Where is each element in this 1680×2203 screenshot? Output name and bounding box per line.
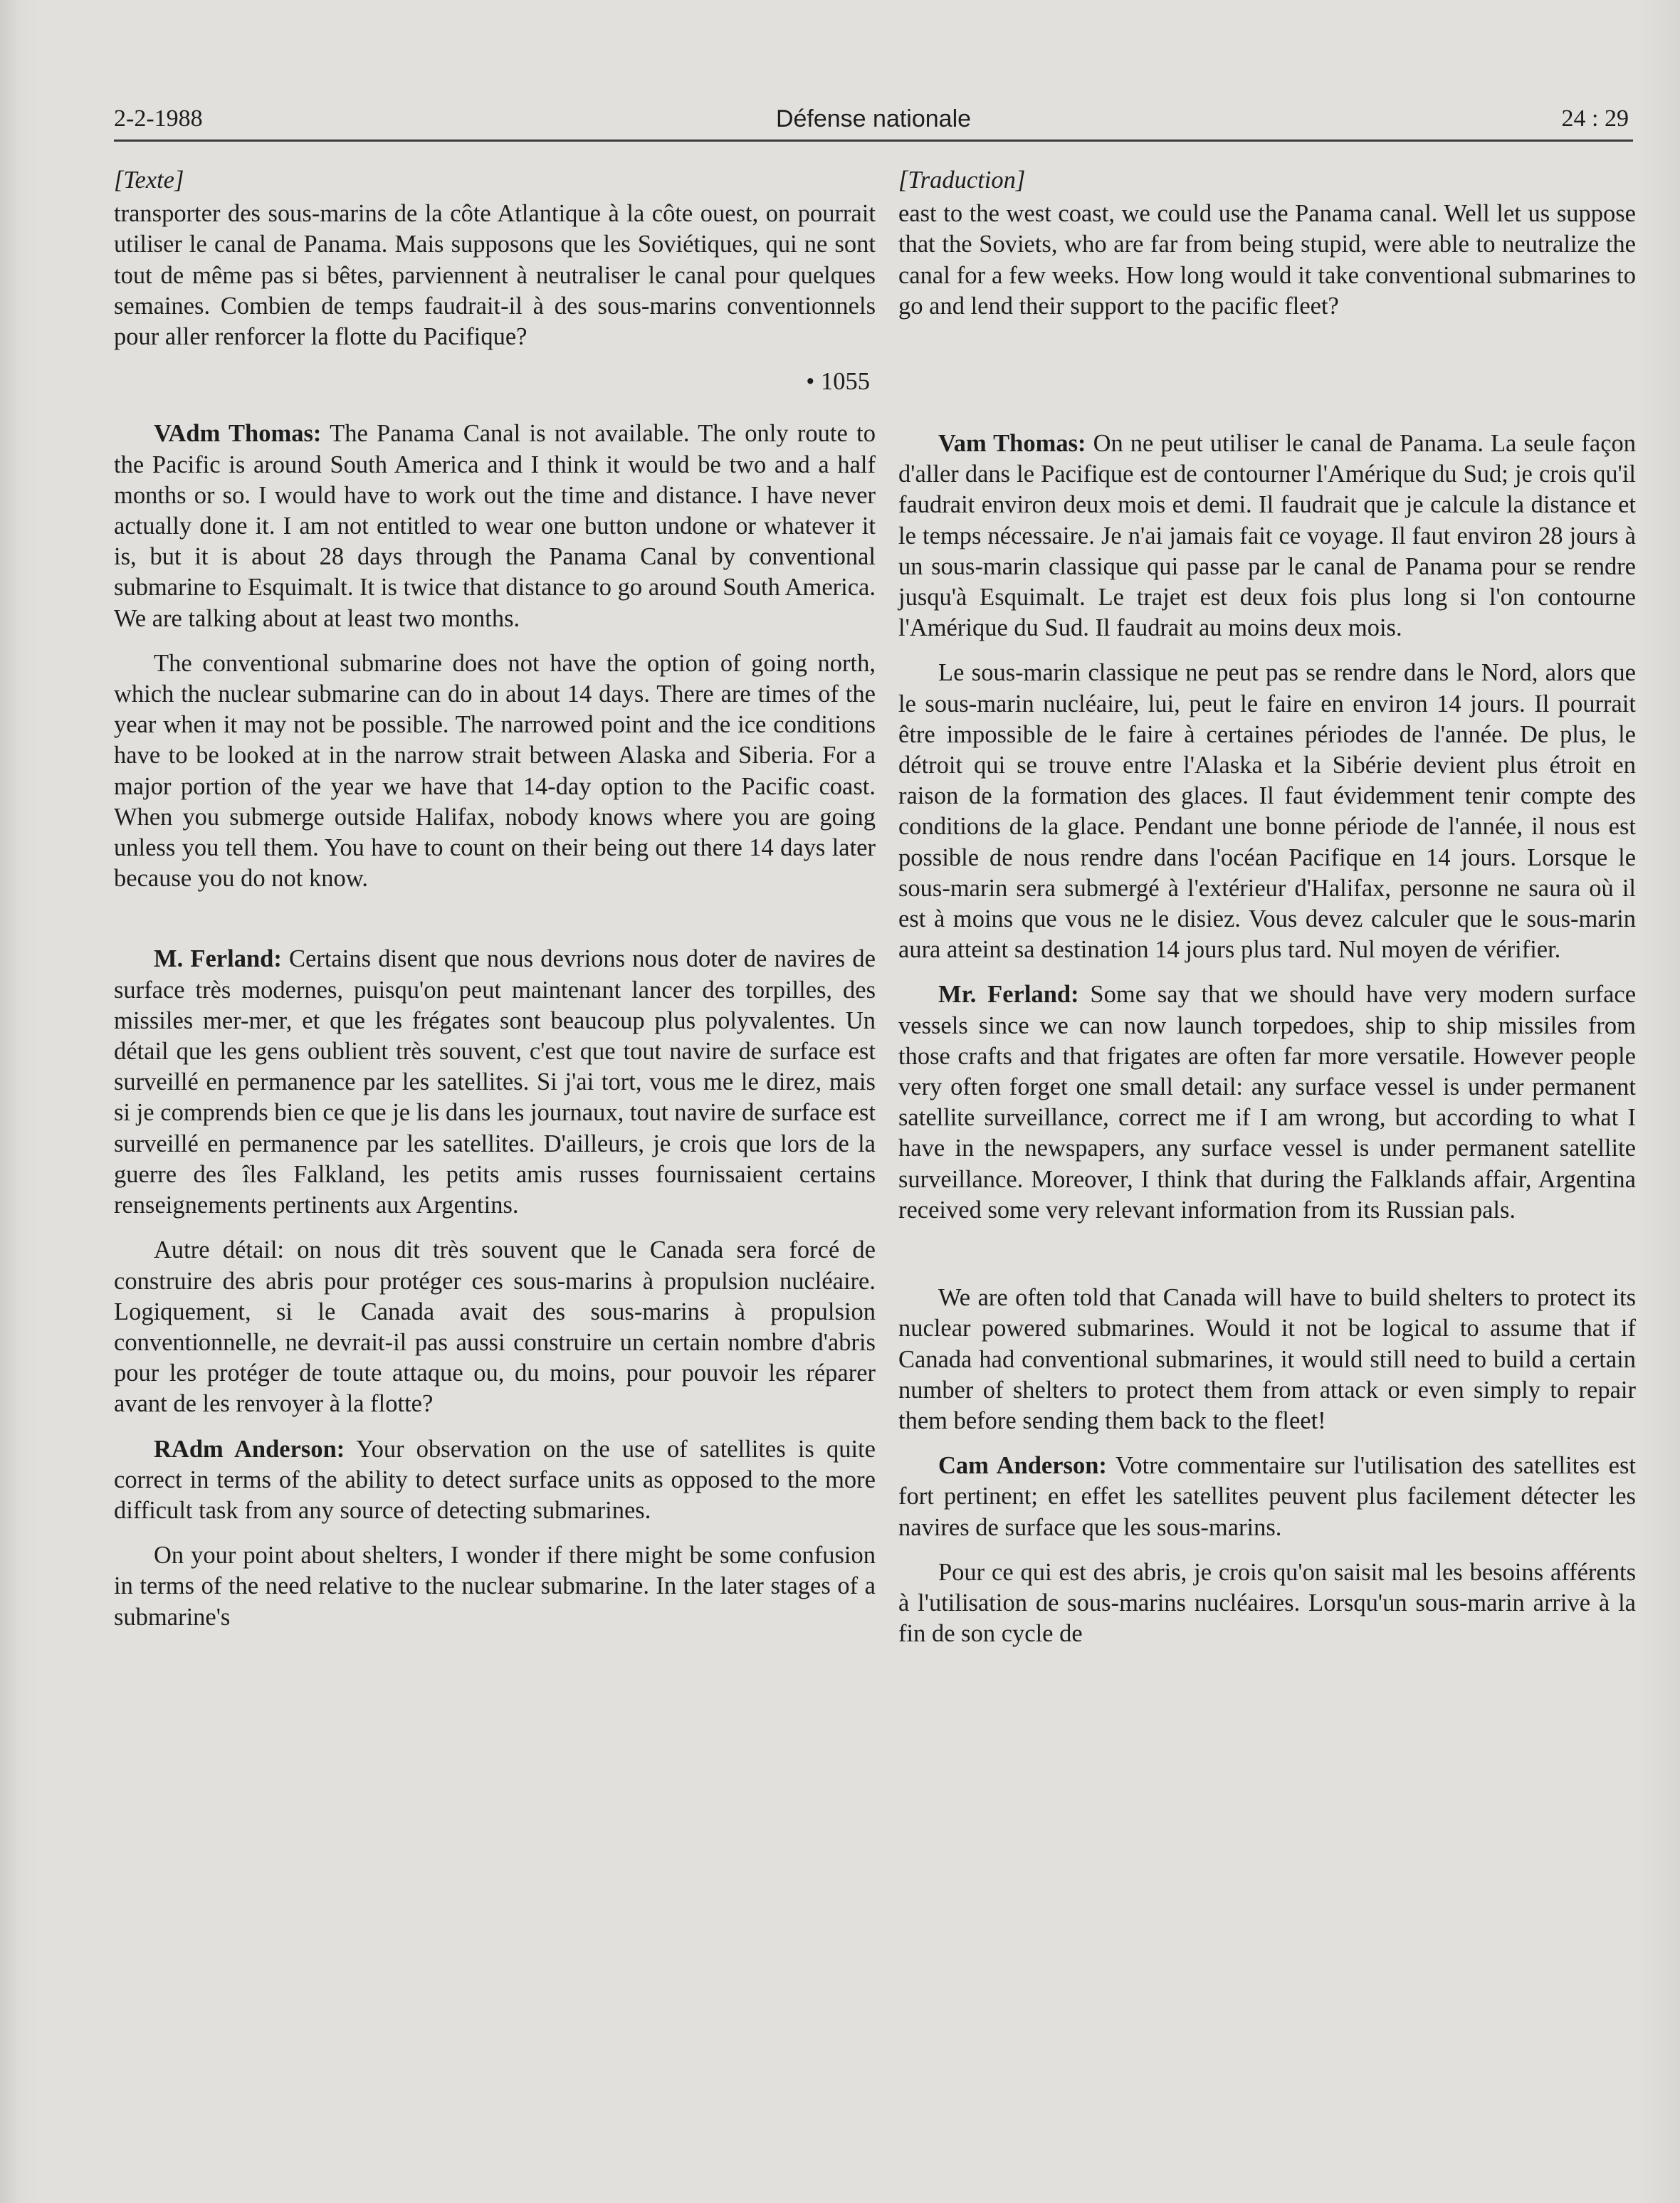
paragraph [114, 1434, 876, 1527]
paragraph [114, 944, 876, 1221]
speaker-name: VAdm Thomas: [154, 420, 322, 448]
speaker-name: Mr. Ferland: [938, 981, 1079, 1009]
paragraph: Le sous-marin classique ne peut pas se rendre dans le Nord, alors que le sous-marin nucléaire, lui, peut le faire en environ 14 jours. Il pourrait être impossible de le faire à certaines périodes de l'année. De plus, le détroit qui se trouve entre l'Alaska et la Sibérie devient plus étroit en raison de la formation des glaces. Il faut évidemment tenir compte des conditions de la glace. Pendant une bonne période de l'année, il nous est possible de nous rendre dans l'océan Pacifique en 14 jours. Lorsque le sous-marin sera submergé à l'extérieur d'Halifax, personne ne saura où il est à moins que vous ne le disiez. Vous devez calculer que le sous-marin aura atteint sa destination 14 jours plus tard. Nul moyen de vérifier. [898, 659, 1636, 964]
paragraph: On your point about shelters, I wonder if there might be some confusion in terms of the need relative to the nuclear submarine. In the later stages of a submarine's [114, 1542, 876, 1631]
speech-text: Your observation on the use of satellites is quite correct in terms of the ability to detect surface units as opposed to the more difficult task from any source of detecting submarines. [114, 1435, 876, 1524]
paragraph: east to the west coast, we could use the Panama canal. Well let us suppose that the Soviets, who are far from being stupid, were able to neutralize the canal for a few weeks. How long would it take conventional submarines to go and lend their support to the pacific fleet? [898, 200, 1636, 320]
paragraph [898, 428, 1636, 643]
header-page-number: 24 : 29 [1561, 105, 1629, 132]
paragraph: We are often told that Canada will have to build shelters to protect its nuclear powered submarines. Would it not be logical to assume that if Canada had conventional submarines, it would still need to build a certain number of shelters to protect them from attack or even simply to repair them before sending them back to the fleet! [898, 1284, 1636, 1434]
speaker-name: RAdm Anderson: [154, 1435, 345, 1463]
page-header [114, 105, 1633, 142]
text-label: [Texte] [114, 167, 184, 194]
paragraph: transporter des sous-marins de la côte Atlantique à la côte ouest, on pourrait utiliser le canal de Panama. Mais supposons que les Soviétiques, qui ne sont tout de même pas si bêtes, parviennent à neutraliser le canal pour quelques semaines. Combien de temps faudrait-il à des sous-marins conventionnels pour aller renforcer la flotte du Pacifique? [114, 200, 876, 351]
speech-text: On ne peut utiliser le canal de Panama. La seule façon d'aller dans le Pacifique est de contourner l'Amérique du Sud; je crois qu'il faudrait environ deux mois et demi. Il faudrait que je calcule la distance et le temps nécessaire. Je n'ai jamais fait ce voyage. Il faut environ 28 jours à un sous-marin classique qui passe par le canal de Panama pour se rendre jusqu'à Esquimalt. Le trajet est deux fois plus long si l'on contourne l'Amérique du Sud. Il faudrait au moins deux mois. [898, 430, 1637, 642]
speech-text: The Panama Canal is not available. The only route to the Pacific is around South America and I think it would be two and a half months or so. I would have to work out the time and distance. I have never actually done it. I am not entitled to wear one button undone or whatever it is, but it is about 28 days through the Panama Canal by conventional submarine to Esquimalt. It is twice that distance to go around South America. We are talking about at least two months. [114, 420, 876, 632]
speaker-name: M. Ferland: [154, 945, 282, 973]
paragraph: The conventional submarine does not have the option of going north, which the nuclear submarine can do in about 14 days. There are times of the year when it may not be possible. The narrowed point and the ice conditions have to be looked at in the narrow strait between Alaska and Siberia. For a major portion of the year we have that 14-day option to the Pacific coast. When you submerge outside Halifax, nobody knows where you are going unless you tell them. You have to count on their being out there 14 days later because you do not know. [114, 649, 876, 893]
speech-text: Certains disent que nous devrions nous doter de navires de surface très modernes, puisqu'on peut maintenant lancer des torpilles, des missiles mer-mer, et que les frégates sont beaucoup plus polyvalentes. Un détail que les gens oublient très souvent, c'est que tout navire de surface est surveillé en permanence par les satellites. Si j'ai tort, vous me le direz, mais si je comprends bien ce que je lis dans les journaux, tout navire de surface est surveillé en permanence par les satellites. D'ailleurs, je crois que lors de la guerre des îles Falkland, les petits amis russes fournissaient certains renseignements pertinents aux Argentins. [114, 945, 876, 1219]
paragraph [114, 419, 876, 633]
speech-text: Some say that we should have very modern surface vessels since we can now launch torpedoes, ship to ship missiles from those crafts and that frigates are often far more versatile. However people very often forget one small detail: any surface vessel is under permanent satellite surveillance, correct me if I am wrong, but according to what I have in the newspapers, any surface vessel is under permanent satellite surveillance. Moreover, I think that during the Falklands affair, Argentina received some very relevant information from its Russian pals. [898, 981, 1637, 1224]
paragraph: Pour ce qui est des abris, je crois qu'on saisit mal les besoins afférents à l'utilisation de sous-marins nucléaires. Lorsqu'un sous-marin arrive à la fin de son cycle de [898, 1558, 1636, 1648]
right-column [898, 165, 1636, 1663]
header-title: Défense nationale [775, 105, 972, 132]
paragraph: Autre détail: on nous dit très souvent que le Canada sera forcé de construire des abris pour protéger ces sous-marins à propulsion nucléaire. Logiquement, si le Canada avait des sous-marins à propulsion conventionnelle, ne devrait-il pas aussi construire un certain nombre d'abris pour les protéger de toute attaque ou, du moins, pour pouvoir les réparer avant de les renvoyer à la flotte? [114, 1236, 876, 1418]
speaker-name: Cam Anderson: [938, 1452, 1107, 1480]
header-date: 2-2-1988 [114, 105, 203, 132]
paragraph [898, 1451, 1636, 1543]
speech-text: Votre commentaire sur l'utilisation des satellites est fort pertinent; en effet les satellites peuvent plus facilement détecter les navires de surface que les sous-marins. [898, 1452, 1636, 1541]
left-column [114, 165, 876, 1647]
paragraph [898, 979, 1636, 1226]
translation-label: [Traduction] [898, 167, 1026, 194]
speaker-name: Vam Thomas: [938, 430, 1086, 458]
time-marker: • 1055 [806, 368, 870, 396]
